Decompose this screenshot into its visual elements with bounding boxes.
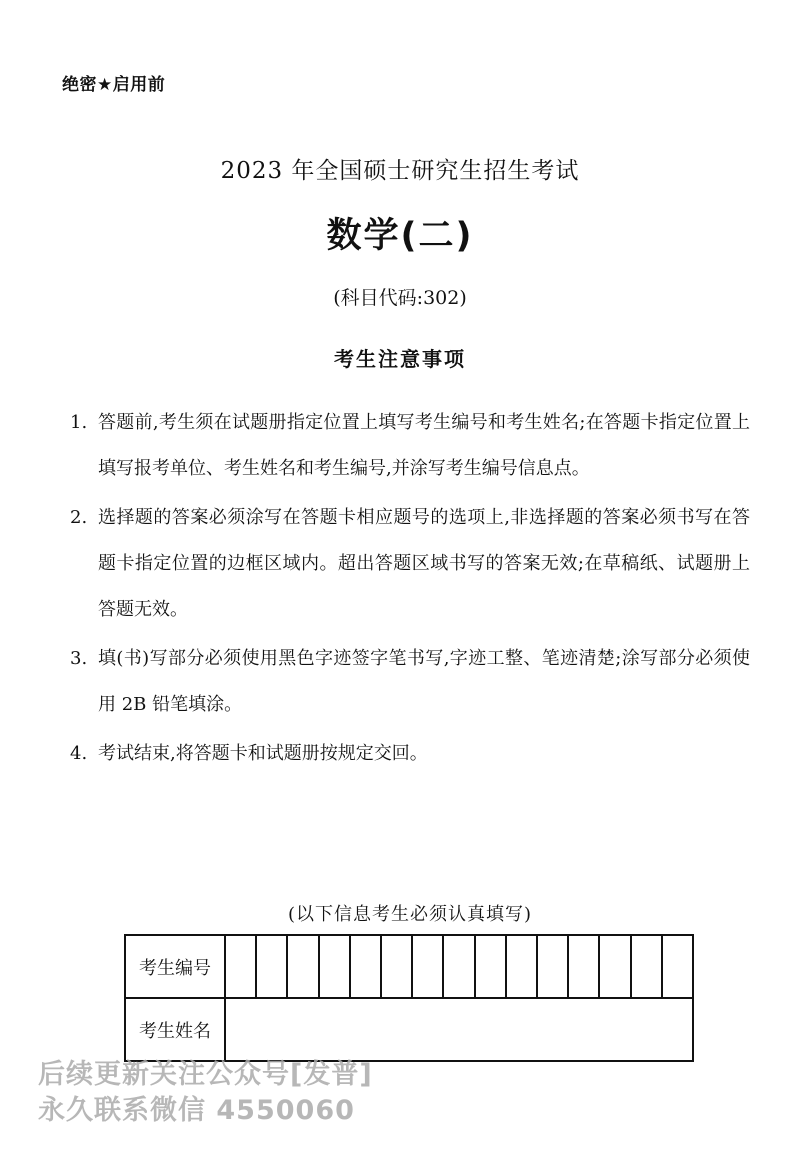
notice-item-text: 填(书)写部分必须使用黑色字迹签字笔书写,字迹工整、笔迹清楚;涂写部分必须使用 2B 铅笔填涂。 [98,648,750,715]
candidate-id-cells [226,936,692,997]
candidate-id-digit-cell[interactable] [382,936,413,997]
candidate-id-digit-cell[interactable] [226,936,257,997]
candidate-name-row [126,999,692,1060]
notice-item [70,400,750,492]
candidate-id-digit-cell[interactable] [351,936,382,997]
candidate-id-digit-cell[interactable] [476,936,507,997]
watermark [38,1057,373,1129]
candidate-id-row [126,936,692,999]
candidate-id-digit-cell[interactable] [507,936,538,997]
exam-title: 2023 年全国硕士研究生招生考试 [220,158,580,184]
candidate-id-digit-cell[interactable] [320,936,351,997]
notice-item-number: 2. [70,507,88,528]
notice-heading: 考生注意事项 [334,347,466,371]
candidate-name-field[interactable] [226,999,692,1060]
candidate-id-digit-cell[interactable] [413,936,444,997]
candidate-id-digit-cell[interactable] [632,936,663,997]
candidate-id-digit-cell[interactable] [569,936,600,997]
candidate-id-digit-cell[interactable] [538,936,569,997]
candidate-id-digit-cell[interactable] [444,936,475,997]
confidential-mark: 绝密★启用前 [62,75,166,95]
notice-item [70,636,750,728]
notice-list [70,400,750,780]
candidate-id-digit-cell[interactable] [257,936,288,997]
candidate-id-digit-cell[interactable] [600,936,631,997]
notice-item-number: 3. [70,648,88,669]
notice-item [70,495,750,633]
candidate-info-table [124,934,694,1062]
subject-title: 数学(二) [326,216,474,256]
form-caption: (以下信息考生必须认真填写) [287,904,533,925]
watermark-line: 后续更新关注公众号[发普] [38,1059,373,1090]
notice-item-text: 答题前,考生须在试题册指定位置上填写考生编号和考生姓名;在答题卡指定位置上填写报考单位、考生姓名和考生编号,并涂写考生编号信息点。 [98,412,750,479]
candidate-id-label: 考生编号 [126,936,226,997]
candidate-id-digit-cell[interactable] [663,936,692,997]
notice-item-text: 考试结束,将答题卡和试题册按规定交回。 [98,743,428,764]
subject-code: (科目代码:302) [333,287,467,309]
notice-item [70,731,750,777]
candidate-name-label: 考生姓名 [126,999,226,1060]
watermark-line: 永久联系微信 4550060 [38,1095,355,1126]
notice-item-text: 选择题的答案必须涂写在答题卡相应题号的选项上,非选择题的答案必须书写在答题卡指定位置的边框区域内。超出答题区域书写的答案无效;在草稿纸、试题册上答题无效。 [98,507,750,620]
candidate-id-digit-cell[interactable] [288,936,319,997]
notice-item-number: 4. [70,743,88,764]
notice-item-number: 1. [70,412,88,433]
